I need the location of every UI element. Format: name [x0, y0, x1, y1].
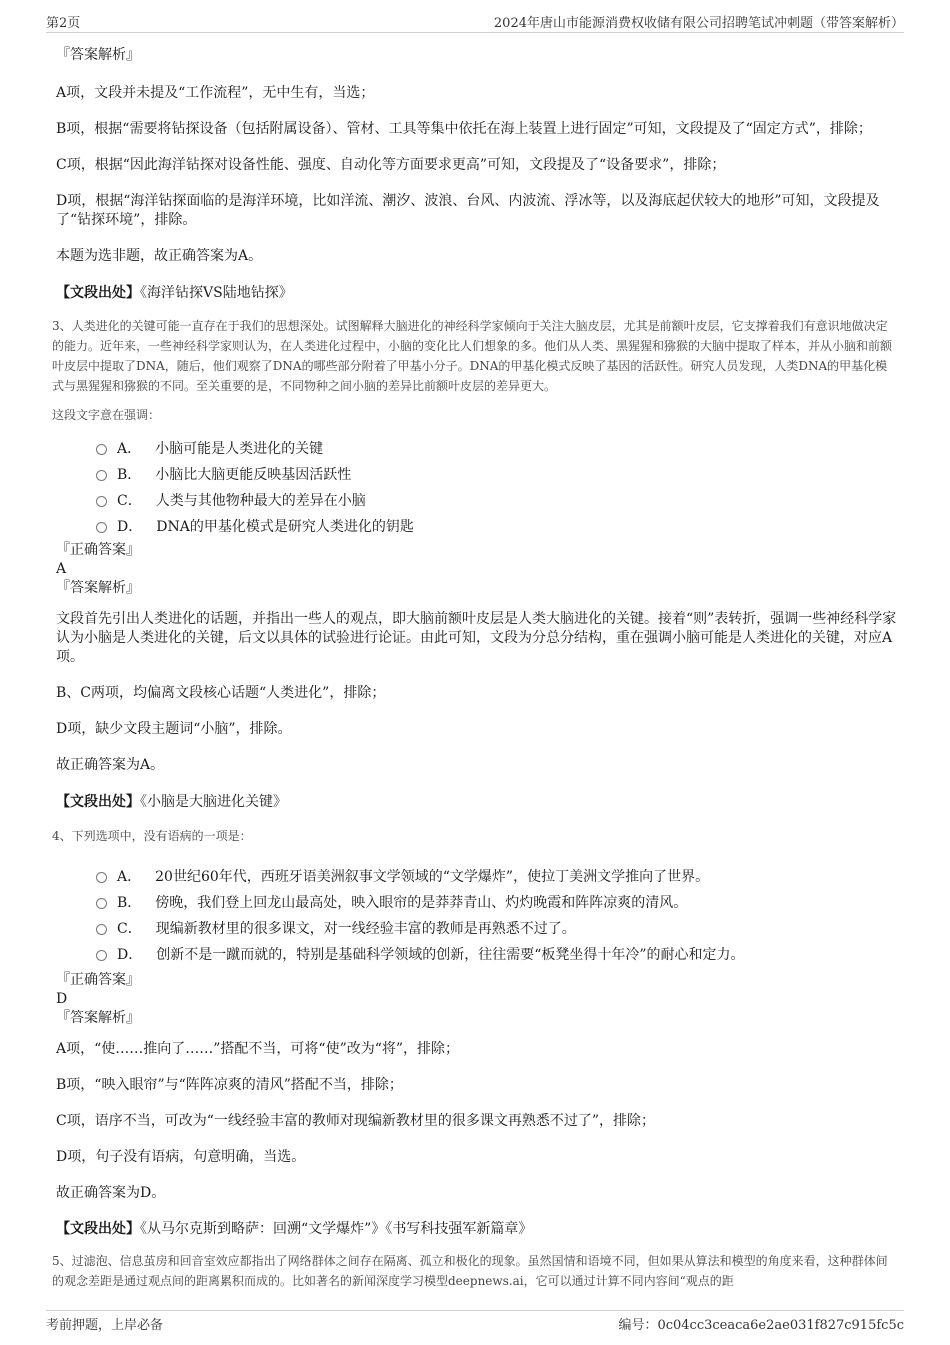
option-d[interactable]: D． DNA的甲基化模式是研究人类进化的钥匙 [56, 513, 898, 539]
source-label: 【文段出处】 [56, 285, 140, 301]
option-b[interactable]: B． 傍晚，我们登上回龙山最高处，映入眼帘的是莽莽青山、灼灼晚霞和阵阵凉爽的清风。 [56, 889, 898, 915]
analysis-option-a: A项，文段并未提及“工作流程”，无中生有，当选； [56, 85, 375, 101]
source-line [56, 1220, 898, 1239]
question-3-options [56, 435, 898, 539]
page-header [46, 10, 904, 33]
footer-slogan: 考前押题，上岸必备 [46, 1317, 164, 1333]
correct-answer-label: 『正确答案』 [56, 542, 140, 558]
analysis-option-d: D项，缺少文段主题词“小脑”，排除。 [56, 721, 292, 737]
analysis-label: 『答案解析』 [56, 47, 140, 63]
page-content [52, 40, 898, 1291]
radio-button[interactable] [96, 924, 107, 935]
option-c[interactable]: C． 现编新教材里的很多课文，对一线经验丰富的教师是再熟悉不过了。 [56, 915, 898, 941]
radio-button[interactable] [96, 950, 107, 961]
correct-answer: D [56, 991, 68, 1007]
source-line [56, 284, 898, 303]
option-a[interactable]: A． 20世纪60年代，西班牙语美洲叙事文学领域的“文学爆炸”，使拉丁美洲文学推向了世界。 [56, 863, 898, 889]
source-label: 【文段出处】 [56, 794, 140, 810]
page-footer [46, 1310, 904, 1335]
option-b[interactable]: B． 小脑比大脑更能反映基因活跃性 [56, 461, 898, 487]
analysis-option-b: B项，“映入眼帘”与“阵阵凉爽的清风”搭配不当，排除； [56, 1077, 403, 1093]
analysis-option-c: C项，语序不当，可改为“一线经验丰富的教师对现编新教材里的很多课文再熟悉不过了”，排除； [56, 1113, 656, 1129]
question-3-stem: 3、人类进化的关键可能一直存在于我们的思想深处。试图解释大脑进化的神经科学家倾向于关注大脑皮层，尤其是前额叶皮层，它支撑着我们有意识地做决定的能力。近年来，一些神经科学家则认为，在人类进化过程中，小脑的变化比人们想象的多。他们从人类、黑猩猩和猕猴的大脑中提取了样本，并从小脑和前额叶皮层中提取了DNA，随后，他们观察了DNA的哪些部分附着了甲基小分子。DNA的甲基化模式反映了基因的活跃性。研究人员发现，人类DNA的甲基化模式与黑猩猩和猕猴的不同。至关重要的是，不同物种之间小脑的差异比前额叶皮层的差异更大。 [52, 319, 893, 393]
source-title: 《从马尔克斯到略萨：回溯“文学爆炸”》《书写科技强军新篇章》 [140, 1221, 533, 1237]
analysis-option-c: C项，根据“因此海洋钻探对设备性能、强度、自动化等方面要求更高”可知，文段提及了“设备要求”，排除； [56, 157, 726, 173]
question-5-stem: 5、过滤泡、信息茧房和回音室效应都指出了网络群体之间存在隔离、孤立和极化的现象。虽然国情和语境不同，但如果从算法和模型的角度来看，这种群体间的观念差距是通过观点间的距离累积而成的。比如著名的新闻深度学习模型deepnews.ai，它可以通过计算不同内容间“观点的距 [52, 1254, 888, 1288]
analysis-option-d: D项，句子没有语病，句意明确，当选。 [56, 1149, 306, 1165]
analysis-text: 文段首先引出人类进化的话题，并指出一些人的观点，即大脑前额叶皮层是人类大脑进化的关键。接着“则”表转折，强调一些神经科学家认为小脑是人类进化的关键，后文以具体的试验进行论证。由此可知，文段为分总分结构，重在强调小脑可能是人类进化的关键，对应A项。 [56, 611, 897, 665]
source-line [56, 793, 898, 812]
correct-answer: A [56, 561, 67, 577]
question-3-prompt: 这段文字意在强调： [52, 408, 161, 422]
analysis-option-bc: B、C两项，均偏离文段核心话题“人类进化”，排除； [56, 685, 386, 701]
analysis-option-a: A项，“使……推向了……”搭配不当，可将“使”改为“将”，排除； [56, 1041, 460, 1057]
serial-number: 编号：0c04cc3ceaca6e2ae031f827c915fc5c [618, 1317, 904, 1333]
correct-answer-label: 『正确答案』 [56, 972, 140, 988]
source-label: 【文段出处】 [56, 1221, 140, 1237]
radio-button[interactable] [96, 522, 107, 533]
source-title: 《海洋钻探VS陆地钻探》 [140, 285, 293, 301]
source-title: 《小脑是大脑进化关键》 [140, 794, 287, 810]
question-4-stem: 4、下列选项中，没有语病的一项是： [52, 829, 252, 843]
page-number: 第2页 [46, 15, 81, 31]
analysis-conclusion: 故正确答案为A。 [56, 757, 165, 773]
option-a[interactable]: A． 小脑可能是人类进化的关键 [56, 435, 898, 461]
option-c[interactable]: C． 人类与其他物种最大的差异在小脑 [56, 487, 898, 513]
radio-button[interactable] [96, 496, 107, 507]
analysis-conclusion: 故正确答案为D。 [56, 1185, 166, 1201]
question-4-options [56, 863, 898, 967]
analysis-conclusion: 本题为选非题，故正确答案为A。 [56, 248, 263, 264]
analysis-option-b: B项，根据“需要将钻探设备（包括附属设备）、管材、工具等集中依托在海上装置上进行固定”可知，文段提及了“固定方式”，排除； [56, 121, 872, 137]
analysis-label: 『答案解析』 [56, 580, 140, 596]
radio-button[interactable] [96, 470, 107, 481]
option-d[interactable]: D． 创新不是一蹴而就的，特别是基础科学领域的创新，往往需要“板凳坐得十年冷”的耐心和定力。 [56, 941, 898, 967]
document-title: 2024年唐山市能源消费权收储有限公司招聘笔试冲刺题（带答案解析） [493, 15, 904, 31]
radio-button[interactable] [96, 444, 107, 455]
radio-button[interactable] [96, 898, 107, 909]
radio-button[interactable] [96, 872, 107, 883]
analysis-label: 『答案解析』 [56, 1010, 140, 1026]
analysis-option-d: D项，根据“海洋钻探面临的是海洋环境，比如洋流、潮汐、波浪、台风、内波流、浮冰等，以及海底起伏较大的地形”可知，文段提及了“钻探环境”，排除。 [56, 193, 880, 228]
